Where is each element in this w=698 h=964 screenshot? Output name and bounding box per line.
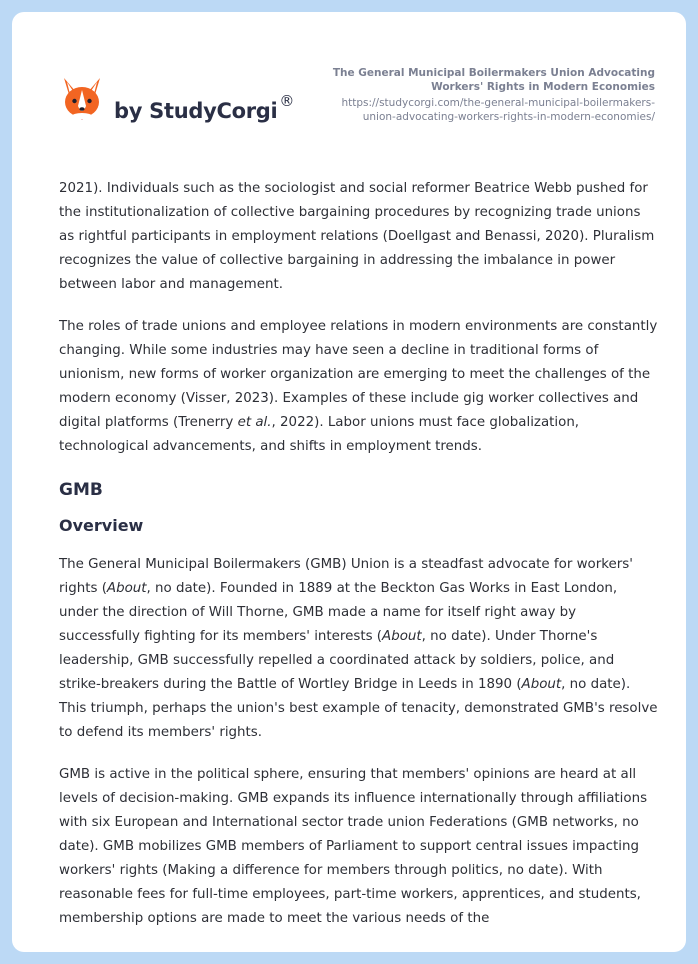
paragraph-text: , 2022). Labor unions must face globalization, technological advancements, and shifts in employment trends. [59, 415, 580, 454]
citation-italic: About [106, 581, 147, 596]
paragraph [59, 177, 659, 297]
citation-italic: About [521, 677, 562, 692]
document-url[interactable] [315, 96, 655, 124]
citation-italic: et al. [237, 415, 272, 430]
paragraph [59, 315, 659, 459]
paragraph-text: GMB is active in the political sphere, ensuring that members' opinions are heard at all levels of decision-making. GMB expands its influence internationally through affiliations with six European and International sector trade union Federations (GMB networks, no date). GMB mobilizes GMB members of Parliament to support central issues impacting workers' rights (Making a difference for members through politics, no date). With reasonable fees for full-time employees, part-time workers, apprentices, and students, membership options are made to meet the various needs of the [59, 767, 648, 926]
section-heading: GMB [59, 480, 103, 500]
registered-mark: ® [279, 92, 295, 110]
corgi-logo-icon [60, 76, 104, 124]
document-url-line[interactable]: union-advocating-workers-rights-in-modern-economies/ [362, 111, 655, 123]
brand-name [114, 92, 295, 123]
document-title-line: The General Municipal Boilermakers Union Advocating [332, 67, 655, 79]
paragraph [59, 553, 659, 745]
document-url-line[interactable]: https://studycorgi.com/the-general-municipal-boilermakers- [341, 97, 655, 109]
subsection-heading: Overview [59, 516, 144, 535]
paragraph [59, 763, 659, 931]
document-meta [315, 66, 655, 124]
paragraph-text: The roles of trade unions and employee relations in modern environments are constantly changing. While some industries may have seen a decline in traditional forms of unionism, new forms of worker organization are emerging to meet the challenges of the modern economy (Visser, 2023). Examples of these include gig worker collectives and digital platforms (Trenerry [59, 319, 658, 430]
document-title-line: Workers' Rights in Modern Economies [431, 81, 655, 93]
paragraph-text: 2021). Individuals such as the sociologist and social reformer Beatrice Webb pushed for the institutionalization of collective bargaining procedures by recognizing trade unions as rightful participants in employment relations (Doellgast and Benassi, 2020). Pluralism recognizes the value of collective bargaining in addressing the imbalance in power between labor and management. [59, 181, 655, 292]
document-body [59, 177, 659, 949]
document-title [315, 66, 655, 94]
page-header [12, 12, 686, 162]
brand-text: by StudyCorgi [114, 99, 278, 123]
paragraph-text: , no date). Founded in 1889 at the Beckton Gas Works in East London, under the direction of Will Thorne, GMB made a name for itself right away by successfully fighting for its members' interests ( [59, 581, 618, 644]
paragraph-text: , no date). Under Thorne's leadership, GMB successfully repelled a coordinated attack by soldiers, police, and strike-breakers during the Battle of Wortley Bridge in Leeds in 1890 ( [59, 629, 615, 692]
paragraph-text: , no date). This triumph, perhaps the union's best example of tenacity, demonstrated GMB's resolve to defend its members' rights. [59, 677, 658, 740]
document-page [12, 12, 686, 952]
studycorgi-logo[interactable] [60, 76, 310, 136]
paragraph-text: The General Municipal Boilermakers (GMB) Union is a steadfast advocate for workers' rights ( [59, 557, 633, 596]
citation-italic: About [382, 629, 422, 644]
